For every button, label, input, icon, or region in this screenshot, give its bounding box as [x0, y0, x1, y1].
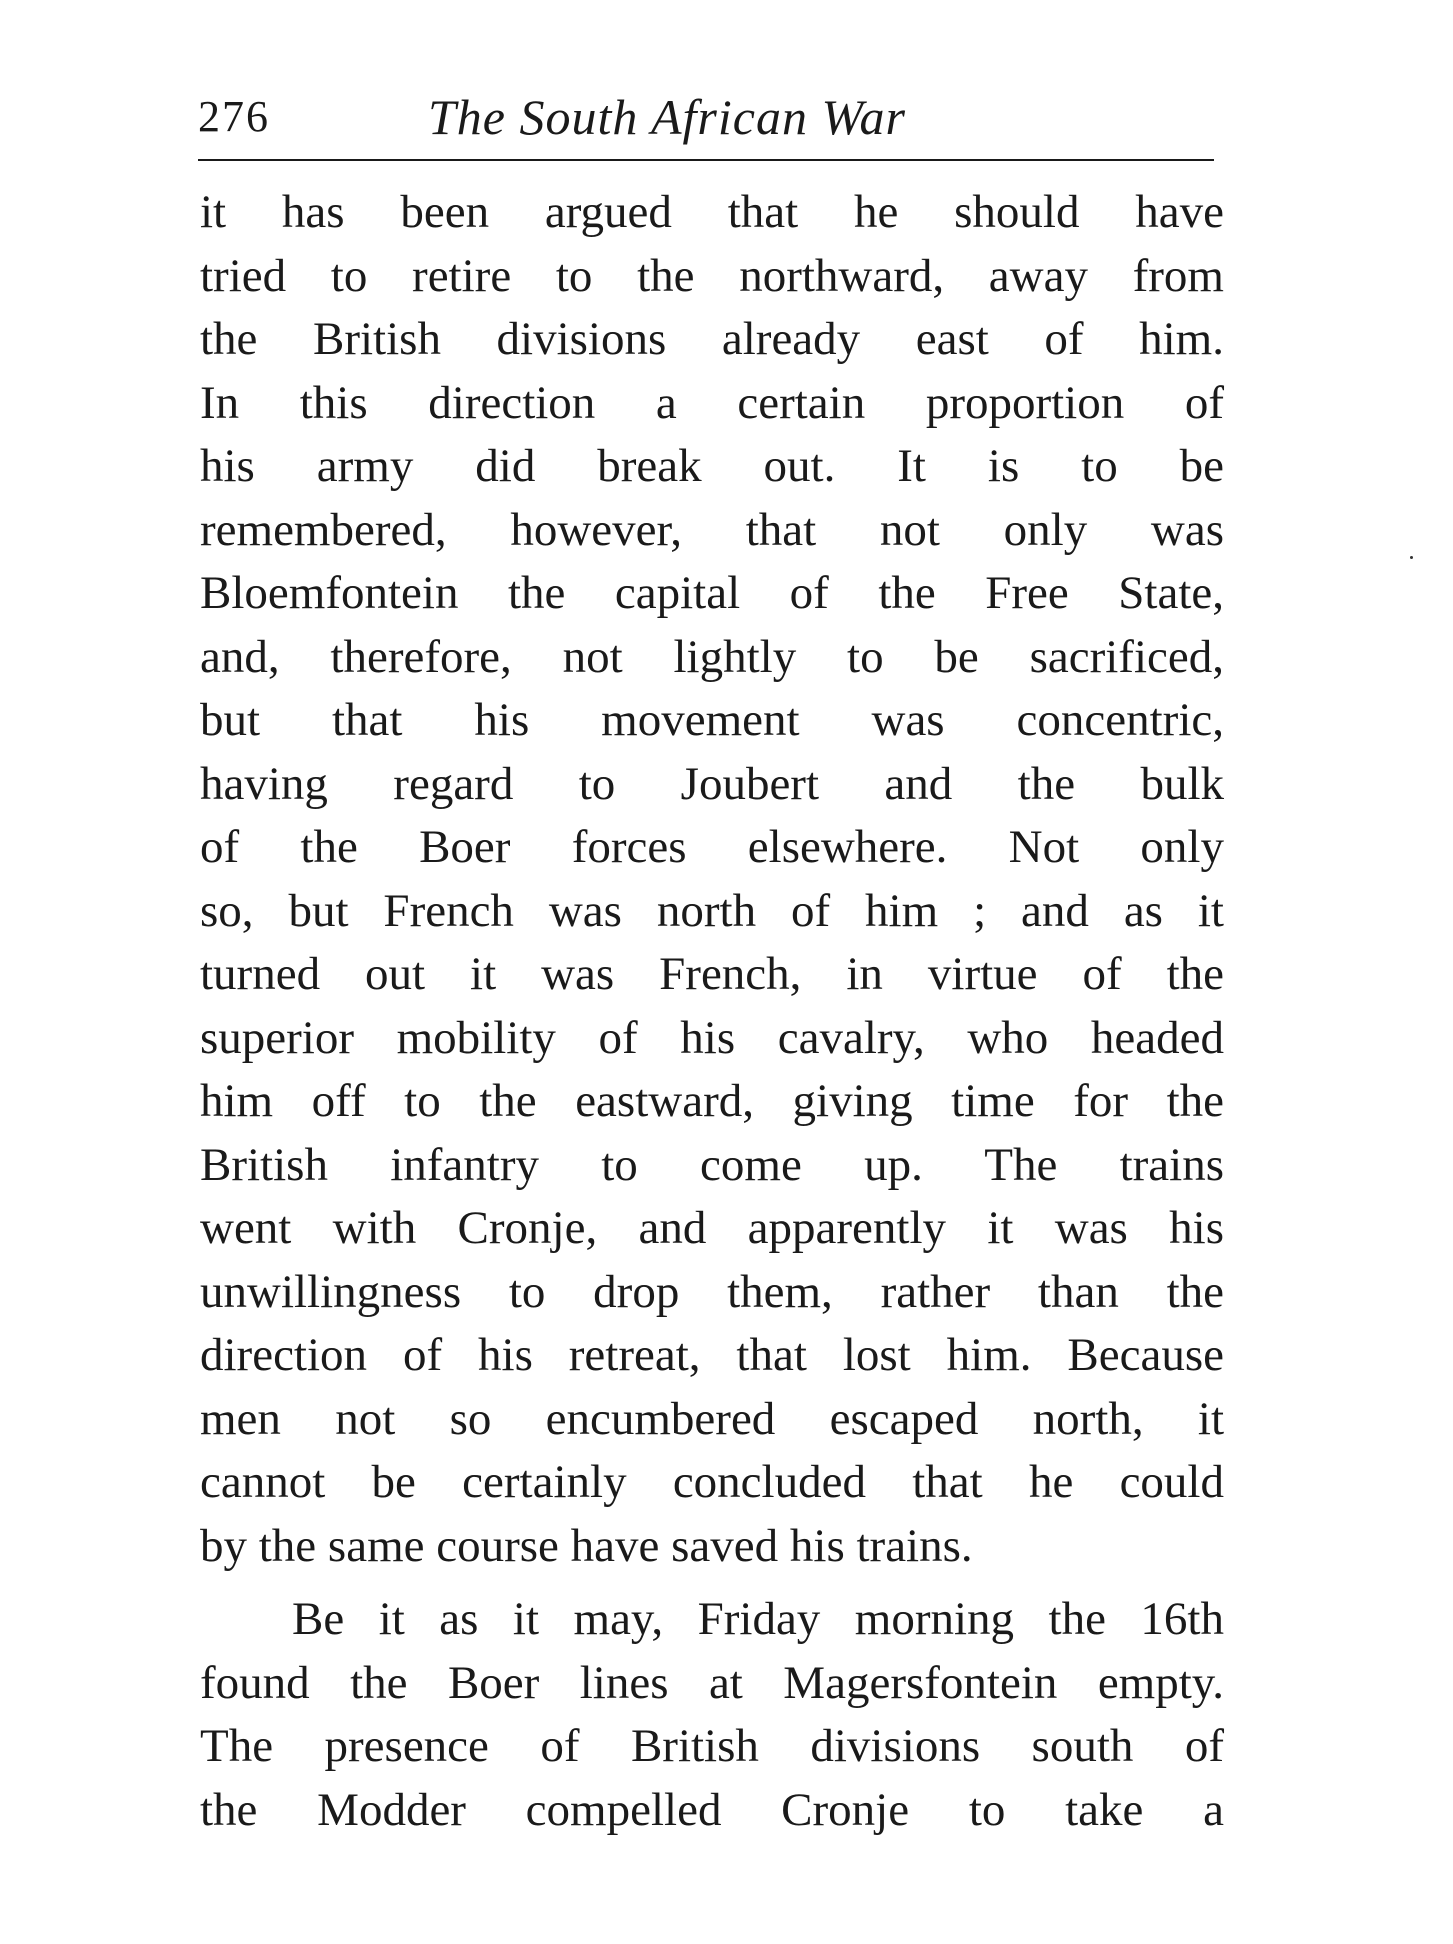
running-head: [198, 82, 1214, 152]
text-line: The presence of British divisions south of: [200, 1720, 1224, 1772]
text-line: and, therefore, not lightly to be sacrificed,: [200, 630, 1224, 683]
text-line: unwillingness to drop them, rather than the: [200, 1265, 1224, 1318]
paragraph-1: [200, 181, 1224, 1578]
text-line: the British divisions already east of him.: [200, 313, 1224, 365]
text-line: the Modder compelled Cronje to take a: [200, 1783, 1224, 1836]
paragraph-gap: [200, 1578, 1224, 1588]
body-text: [200, 181, 1224, 1842]
header-rule: [198, 159, 1214, 161]
text-line: by the same course have saved his trains.: [200, 1519, 973, 1572]
text-line: superior mobility of his cavalry, who headed: [200, 1011, 1224, 1064]
page-number: 276: [198, 92, 270, 141]
scan-speck: [1410, 556, 1413, 559]
text-line: of the Boer forces elsewhere. Not only: [200, 821, 1224, 873]
running-title: The South African War: [428, 89, 906, 145]
text-line: so, but French was north of him ; and as it: [200, 884, 1224, 937]
text-line: having regard to Joubert and the bulk: [200, 757, 1224, 810]
text-line: British infantry to come up. The trains: [200, 1138, 1224, 1191]
text-line: tried to retire to the northward, away from: [200, 249, 1224, 302]
text-line: went with Cronje, and apparently it was his: [200, 1202, 1224, 1254]
text-line: turned out it was French, in virtue of the: [200, 948, 1224, 1000]
text-line: but that his movement was concentric,: [200, 694, 1224, 746]
text-line: found the Boer lines at Magersfontein empty.: [200, 1656, 1224, 1709]
text-line: him off to the eastward, giving time for the: [200, 1075, 1224, 1127]
text-line: In this direction a certain proportion of: [200, 376, 1224, 429]
text-line: his army did break out. It is to be: [200, 440, 1224, 492]
text-line: men not so encumbered escaped north, it: [200, 1392, 1224, 1445]
text-line: Bloemfontein the capital of the Free State,: [200, 567, 1224, 619]
text-line: it has been argued that he should have: [200, 186, 1224, 238]
text-line: direction of his retreat, that lost him. Because: [200, 1329, 1224, 1381]
text-line: Be it as it may, Friday morning the 16th: [292, 1593, 1224, 1645]
paragraph-2: [200, 1588, 1224, 1842]
text-line: cannot be certainly concluded that he could: [200, 1456, 1224, 1508]
text-line: remembered, however, that not only was: [200, 503, 1224, 556]
